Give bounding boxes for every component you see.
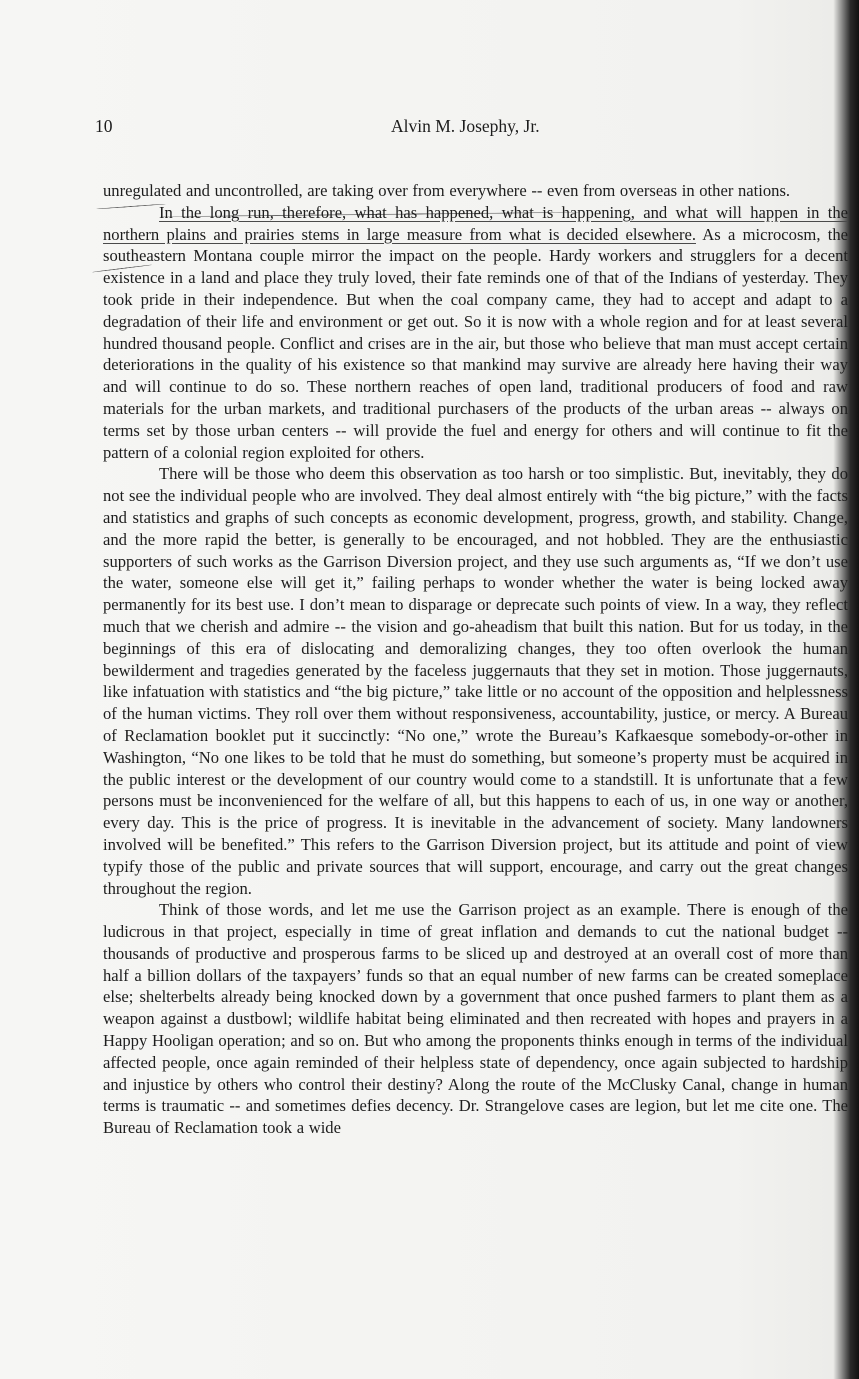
paragraph bbox=[103, 463, 848, 899]
page-number: 10 bbox=[95, 116, 113, 136]
paragraph-text: Think of those words, and let me use the Garrison project as an example. There is enough of the ludicrous in that project, especially in time of great inflation and demands to cut the national budget -- thousands of productive and prosperous farms to be sliced up and destroyed at an overall cost of more than half a billion dollars of the taxpayers’ funds so that an equal number of new farms can be created someplace else; shelterbelts already being knocked down by a government that once pushed farmers to plant them as a weapon against a dustbowl; wildlife habitat being eliminated and then recreated with hopes and prayers in a Happy Hooligan operation; and so on. But who among the proponents thinks enough in terms of the individual affected people, once again reminded of their helpless state of dependency, once again subjected to hardship and injustice by others who control their destiny? Along the route of the McClusky Canal, change in human terms is traumatic -- and sometimes defies decency. Dr. Strangelove cases are legion, but let me cite one. The Bureau of Reclamation took a wide bbox=[103, 900, 848, 1138]
underlined-passage: In the long run, therefore, what has happened, what is happening, and what will happen in the northern plains and prairies stems in large measure from what is decided elsewhere. bbox=[103, 202, 848, 244]
body-text bbox=[103, 180, 848, 1139]
running-head: Alvin M. Josephy, Jr. bbox=[391, 116, 540, 136]
page-header bbox=[95, 116, 835, 142]
paragraph-text: There will be those who deem this observation as too harsh or too simplistic. But, inevitably, they do not see the individual people who are involved. They deal almost entirely with “the big picture,” with the facts and statistics and graphs of such concepts as economic development, progress, growth, and stability. Change, and the more rapid the better, is generally to be encouraged, and not hobbled. They are the enthusiastic supporters of such works as the Garrison Diversion project, and they use such arguments as, “If we don’t use the water, someone else will get it,” failing perhaps to wonder whether the water is being locked away permanently for its best use. I don’t mean to disparage or deprecate such points of view. In a way, they reflect much that we cherish and admire -- the vision and go-aheadism that built this nation. But for us today, in the beginnings of this era of dislocating and demoralizing changes, they too often overlook the human bewilderment and tragedies generated by the faceless juggernauts that they set in motion. Those juggernauts, like infatuation with statistics and “the big picture,” take little or no account of the opposition and helplessness of the human victims. They roll over them without responsiveness, accountability, justice, or mercy. A Bureau of Reclamation booklet put it succinctly: “No one,” wrote the Bureau’s Kafkaesque somebody-or-other in Washington, “No one likes to be told that he must do something, but someone’s property must be acquired in the public interest or the development of our country would come to a standstill. It is unfortunate that a few persons must be inconvenienced for the welfare of all, but this happens to each of us, in one way or another, every day. This is the price of progress. It is inevitable in the advancement of society. Many landowners involved will be benefited.” This refers to the Garrison Diversion project, but its attitude and point of view typify those of the public and private sources that will support, encourage, and carry out the great changes throughout the region. bbox=[103, 464, 848, 898]
paragraph bbox=[103, 202, 848, 464]
paragraph-text: unregulated and uncontrolled, are taking over from everywhere -- even from overseas in other nations. bbox=[103, 181, 791, 200]
paragraph bbox=[103, 899, 848, 1139]
paragraph-text: As a microcosm, the southeastern Montana couple mirror the impact on the people. Hardy workers and strugglers for a decent existence in a land and place they truly loved, their fate reminds one of that of the Indians of yesterday. They took pride in their independence. But when the coal company came, they had to accept and adapt to a degradation of their life and environment or get out. So it is now with a whole region and for at least several hundred thousand people. Conflict and crises are in the air, but those who believe that man must accept certain deteriorations in the quality of his existence so that mankind may survive are already here having their way and will continue to do so. These northern reaches of open land, traditional producers of food and raw materials for the urban markets, and traditional purchasers of the products of the urban areas -- always on terms set by those urban centers -- will provide the fuel and energy for others and will continue to fit the pattern of a colonial region exploited for others. bbox=[103, 224, 848, 462]
paragraph bbox=[103, 180, 848, 202]
